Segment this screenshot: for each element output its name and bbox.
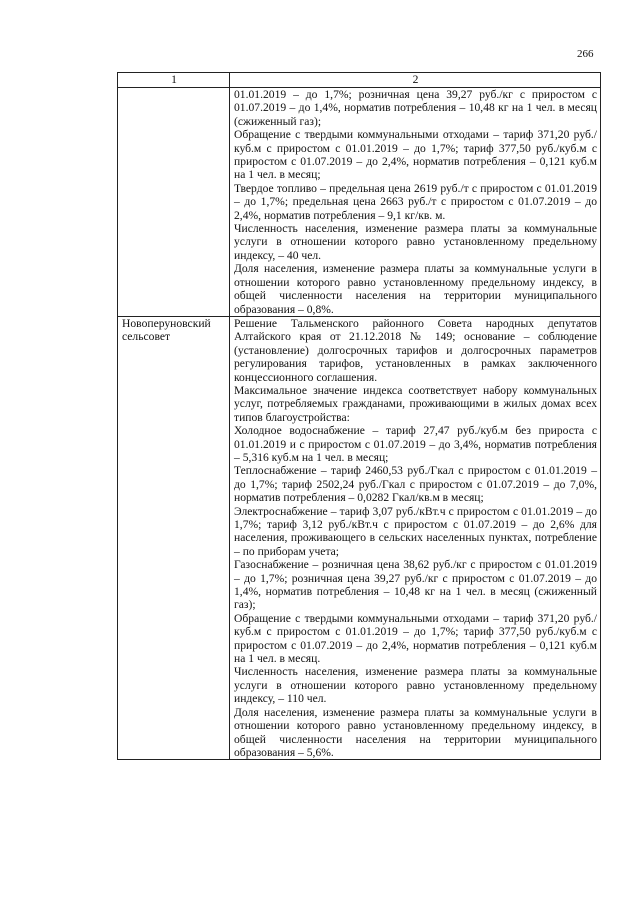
details-cell <box>230 316 601 759</box>
details-paragraph: Обращение с твердыми коммунальными отходами – тариф 371,20 руб./куб.м с приростом с 01.01.2019 – до 1,7%; тариф 377,50 руб./куб.м с приростом с 01.07.2019 – до 2,4%, норматив потребления – 0,121 куб.м на 1 чел. в месяц. <box>234 611 597 666</box>
details-paragraph: Холодное водоснабжение – тариф 27,47 руб./куб.м без прироста с 01.01.2019 и с приростом с 01.07.2019 – до 3,4%, норматив потребления – 5,316 куб.м на 1 чел. в месяц; <box>234 424 597 464</box>
details-paragraph: Максимальное значение индекса соответствует набору коммунальных услуг, потребляемых гражданами, проживающими в жилых домах всех типов благоустройства: <box>234 383 597 424</box>
tariff-table <box>117 72 601 760</box>
details-paragraph: Твердое топливо – предельная цена 2619 руб./т с приростом с 01.01.2019 – до 1,7%; предельная цена 2663 руб./т с приростом с 01.07.2019 – до 2,4%, норматив потребления – 9,1 кг/кв. м. <box>234 181 597 222</box>
details-cell <box>230 88 601 317</box>
table-row <box>118 88 601 317</box>
table-header-row <box>118 73 601 88</box>
column-header-2: 2 <box>230 73 601 88</box>
details-paragraph: 01.01.2019 – до 1,7%; розничная цена 39,27 руб./кг с приростом с 01.07.2019 – до 1,4%, норматив потребления – 10,48 кг на 1 чел. в месяц (сжиженный газ); <box>234 88 597 128</box>
details-paragraph: Обращение с твердыми коммунальными отходами – тариф 371,20 руб./куб.м с приростом с 01.01.2019 – до 1,7%; тариф 377,50 руб./куб.м с приростом с 01.07.2019 – до 2,4%, норматив потребления – 0,121 куб.м на 1 чел. в месяц; <box>234 128 597 182</box>
table-row <box>118 316 601 759</box>
details-paragraph: Газоснабжение – розничная цена 38,62 руб./кг с приростом с 01.01.2019 – до 1,7%; розничная цена 39,27 руб./кг с приростом с 01.07.2019 – до 1,4%, норматив потребления – 10,48 кг на 1 чел. в месяц (сжиженный газ); <box>234 558 597 612</box>
details-paragraph: Решение Тальменского районного Совета народных депутатов Алтайского края от 21.12.2018 № 149; основание – соблюдение (установление) долгосрочных тарифов и долгосрочных параметров регулирования тарифов, установленных в рамках заключенного концессионного соглашения. <box>234 316 597 384</box>
details-paragraph: Численность населения, изменение размера платы за коммунальные услуги в отношении которого равно установленному предельному индексу, – 40 чел. <box>234 222 597 262</box>
region-cell: Новоперуновский сельсовет <box>118 316 230 759</box>
details-paragraph: Доля населения, изменение размера платы за коммунальные услуги в отношении которого равно установленному предельному индексу, в общей численности населения на территории муниципального образования – 5,6%. <box>234 705 597 759</box>
details-paragraph: Электроснабжение – тариф 3,07 руб./кВт.ч с приростом с 01.01.2019 – до 1,7%; тариф 3,12 руб./кВт.ч с приростом с 01.07.2019 – до 2,6% для населения, проживающего в сельских населенных пунктах, потребление – по приборам учета; <box>234 504 597 558</box>
details-paragraph: Численность населения, изменение размера платы за коммунальные услуги в отношении которого равно установленному предельному индексу, – 110 чел. <box>234 665 597 706</box>
details-paragraph: Теплоснабжение – тариф 2460,53 руб./Гкал с приростом с 01.01.2019 – до 1,7%; тариф 2502,24 руб./Гкал с приростом с 01.07.2019 – до 7,0%, норматив потребления – 0,0282 Гкал/кв.м в месяц; <box>234 464 597 505</box>
details-paragraph: Доля населения, изменение размера платы за коммунальные услуги в отношении которого равно установленному предельному индексу, в общей численности населения на территории муниципального образования – 0,8%. <box>234 262 597 316</box>
region-cell <box>118 88 230 317</box>
column-header-1: 1 <box>118 73 230 88</box>
page-number: 266 <box>577 48 594 60</box>
